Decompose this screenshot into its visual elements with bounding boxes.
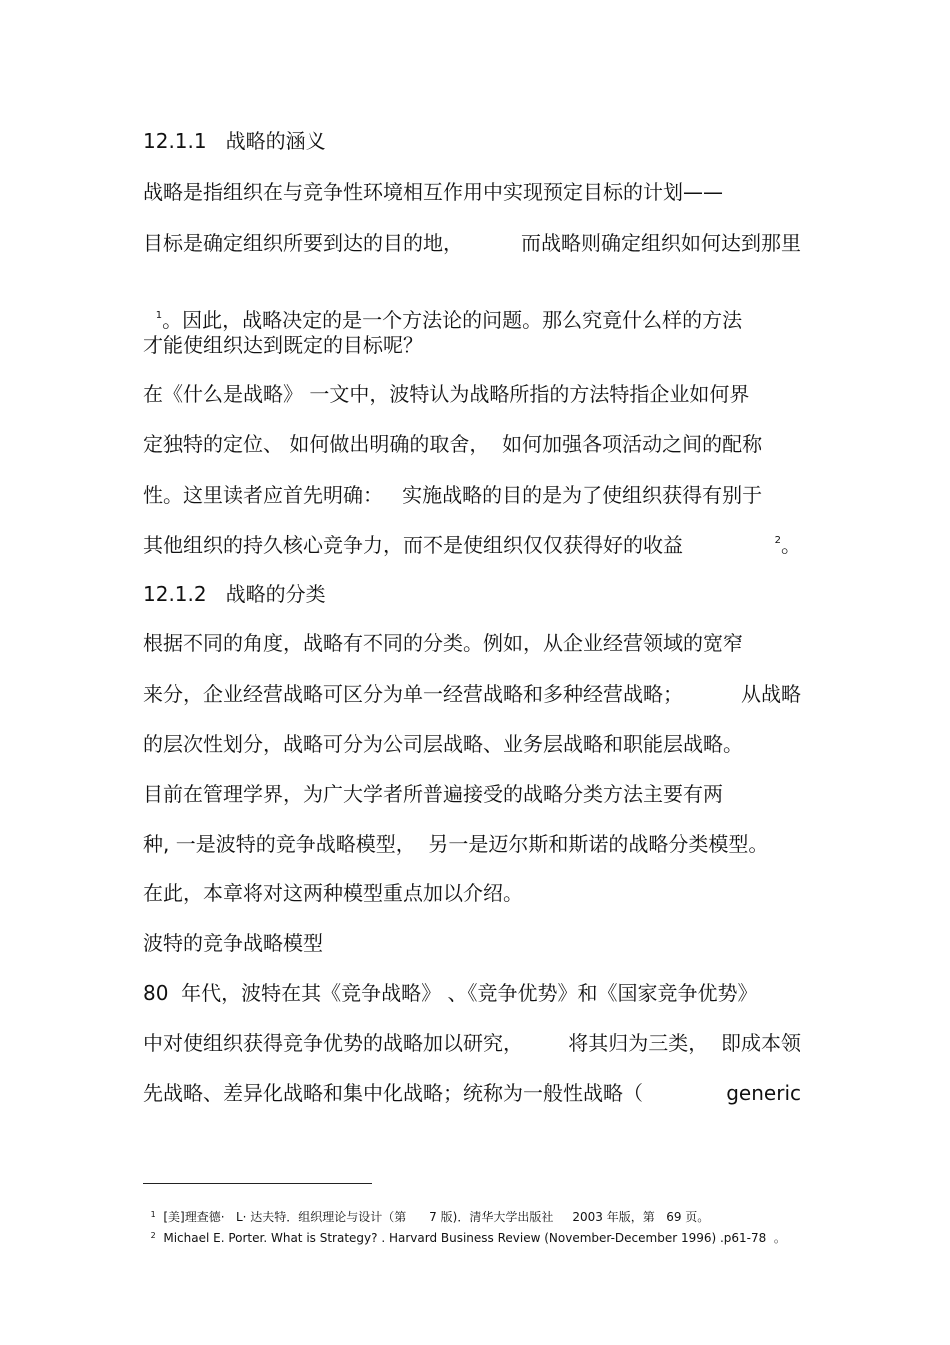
- footnote-2: [143, 1214, 786, 1246]
- para-text: 目标是确定组织所要到达的目的地，: [143, 231, 463, 255]
- para-text: 来分，企业经营战略可区分为单一经营战略和多种经营战略；: [143, 682, 683, 706]
- para-line: 种, 一是波特的竞争战略模型， 另一是迈尔斯和斯诺的战略分类模型。: [143, 832, 769, 856]
- para-text: 将其归为三类， 即成本领: [568, 1031, 801, 1055]
- footnote-text: Michael E. Porter. What is Strategy? . Harvard Business Review (November-December 1996) .p61-78 。: [155, 1231, 786, 1245]
- para-text: 中对使组织获得竞争优势的战略加以研究，: [143, 1031, 523, 1055]
- para-line: 性。这里读者应首先明确： 实施战略的目的是为了使组织获得有别于: [143, 483, 763, 507]
- para-line: [143, 230, 801, 256]
- para-text: $^2$。: [774, 533, 801, 557]
- footnote-ref-1[interactable]: 1: [155, 310, 163, 321]
- para-text: generic: [726, 1081, 801, 1105]
- para-line: 根据不同的角度，战略有不同的分类。例如，从企业经营领域的宽窄: [143, 631, 743, 655]
- para-line: 战略是指组织在与竞争性环境相互作用中实现预定目标的计划——: [143, 180, 723, 204]
- para-text: 先战略、差异化战略和集中化战略；统称为一般性战略（: [143, 1081, 643, 1105]
- sub-heading: 波特的竞争战略模型: [143, 931, 323, 955]
- para-line: [143, 1080, 801, 1106]
- para-line: 定独特的定位、 如何做出明确的取舍， 如何加强各项活动之间的配称: [143, 432, 763, 456]
- para-text: 从战略: [741, 682, 801, 706]
- para-line: 才能使组织达到既定的目标呢？: [143, 333, 423, 357]
- para-line: 在《什么是战略》 一文中，波特认为战略所指的方法特指企业如何界: [143, 382, 750, 406]
- section-heading-12-1-2: 12.1.2 战略的分类: [143, 582, 326, 606]
- footnote-divider: [143, 1183, 372, 1184]
- para-text: 。因此，战略决定的是一个方法论的问题。那么究竟什么样的方法: [162, 308, 743, 332]
- para-line: 的层次性划分，战略可分为公司层战略、业务层战略和职能层战略。: [143, 732, 743, 756]
- para-line: 目前在管理学界，为广大学者所普遍接受的战略分类方法主要有两: [143, 782, 723, 806]
- para-text: 其他组织的持久核心竞争力，而不是使组织仅仅获得好的收益: [143, 533, 683, 557]
- para-line: [143, 532, 801, 558]
- para-line: [143, 281, 742, 333]
- footnote-mark: 2: [150, 1231, 156, 1240]
- para-line: [143, 681, 801, 707]
- para-line: [143, 1030, 801, 1056]
- section-heading-12-1-1: 12.1.1 战略的涵义: [143, 129, 326, 153]
- footnote-ref-2[interactable]: 2: [774, 535, 781, 546]
- footnote-mark: 1: [150, 1210, 156, 1219]
- para-line: 在此，本章将对这两种模型重点加以介绍。: [143, 881, 523, 905]
- para-line: 80 年代，波特在其《竞争战略》 、《竞争优势》和《国家竞争优势》: [143, 981, 758, 1005]
- para-text: 而战略则确定组织如何达到那里: [521, 231, 801, 255]
- footnote-text: [美]理查德· L· 达夫特．组织理论与设计（第 7 版)．清华大学出版社 2003 年版，第 69 页。: [155, 1210, 710, 1224]
